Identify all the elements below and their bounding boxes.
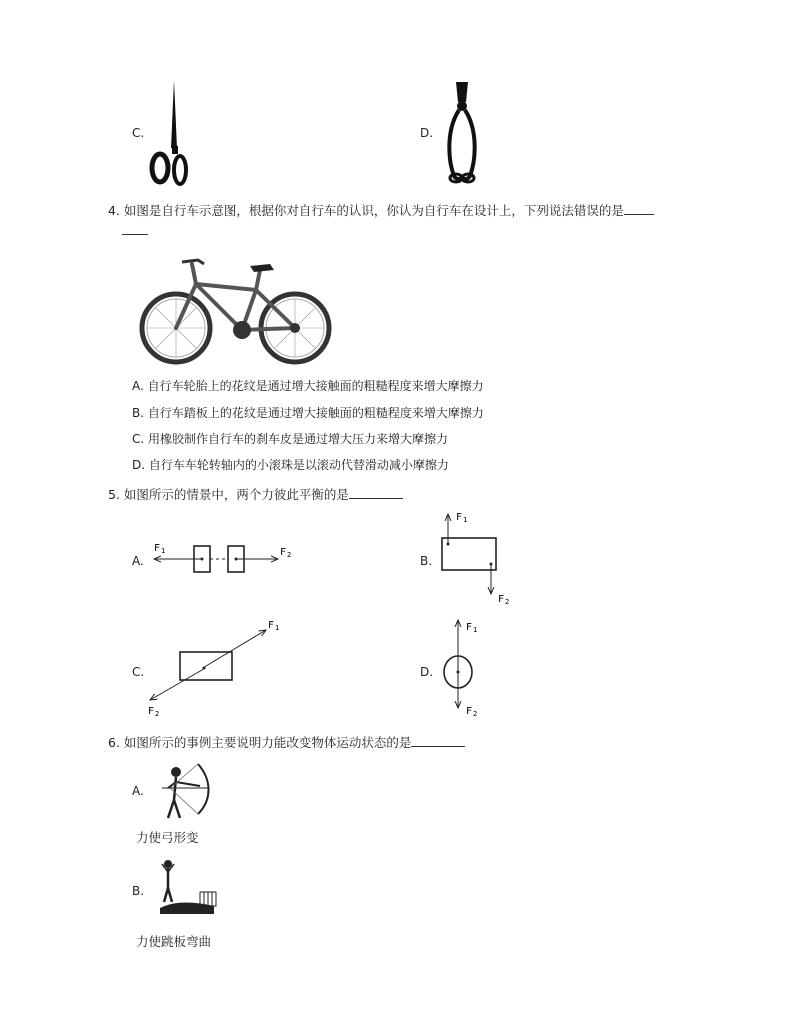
- q4-option-a: A. 自行车轮胎上的花纹是通过增大接触面的粗糙程度来增大摩擦力: [132, 379, 484, 393]
- q5-option-b-label: B.: [420, 554, 433, 568]
- force-label-f1: F: [154, 543, 161, 554]
- force-diagram-c: [144, 612, 294, 720]
- q6-option-a-caption: 力使弓形变: [136, 830, 199, 845]
- force-diagram-a: [146, 536, 302, 580]
- force-label-f2: F: [280, 547, 287, 558]
- force-sub-1: 1: [275, 624, 280, 632]
- force-label-f1: F: [466, 622, 473, 633]
- force-sub-2: 2: [505, 598, 510, 606]
- force-label-f1: F: [268, 620, 275, 631]
- force-label-f2: F: [498, 594, 505, 605]
- answer-blank: [624, 202, 654, 215]
- force-diagram-d: [436, 614, 496, 720]
- q5-option-d-label: D.: [420, 665, 434, 679]
- force-label-f2: F: [466, 706, 473, 717]
- answer-blank: [349, 486, 403, 499]
- force-sub-1: 1: [473, 626, 478, 634]
- force-sub-2: 2: [473, 710, 478, 718]
- force-diagram-b: [436, 506, 516, 610]
- q4-option-c: C. 用橡胶制作自行车的刹车皮是通过增大压力来增大摩擦力: [132, 432, 449, 446]
- force-sub-1: 1: [161, 547, 166, 555]
- q3-option-d-label: D.: [420, 126, 434, 140]
- diving-board-image: [156, 858, 220, 918]
- force-sub-1: 1: [463, 516, 468, 524]
- scissors-image: [148, 78, 190, 188]
- force-sub-2: 2: [287, 551, 292, 559]
- answer-blank-continued: [122, 234, 148, 235]
- pliers-image: [442, 80, 482, 184]
- force-label-f2: F: [148, 706, 155, 717]
- q6-option-a-label: A.: [132, 784, 144, 798]
- q6-question: 6. 如图所示的事例主要说明力能改变物体运动状态的是: [108, 734, 465, 751]
- answer-blank: [411, 734, 465, 747]
- force-sub-2: 2: [155, 710, 160, 718]
- archer-image: [156, 760, 214, 822]
- force-label-f1: F: [456, 512, 463, 523]
- bicycle-image: [138, 248, 334, 370]
- q6-option-b-caption: 力使跳板弯曲: [136, 934, 212, 949]
- q3-option-c-label: C.: [132, 126, 145, 140]
- q6-option-b-label: B.: [132, 884, 145, 898]
- q4-option-b: B. 自行车踏板上的花纹是通过增大接触面的粗糙程度来增大摩擦力: [132, 406, 484, 420]
- q4-option-d: D. 自行车车轮转轴内的小滚珠是以滚动代替滑动减小摩擦力: [132, 458, 449, 472]
- q5-option-a-label: A.: [132, 554, 144, 568]
- q4-question: 4. 如图是自行车示意图，根据你对自行车的认识，你认为自行车在设计上，下列说法错误的是: [108, 202, 654, 219]
- q5-question: 5. 如图所示的情景中，两个力彼此平衡的是: [108, 486, 403, 503]
- q5-option-c-label: C.: [132, 665, 145, 679]
